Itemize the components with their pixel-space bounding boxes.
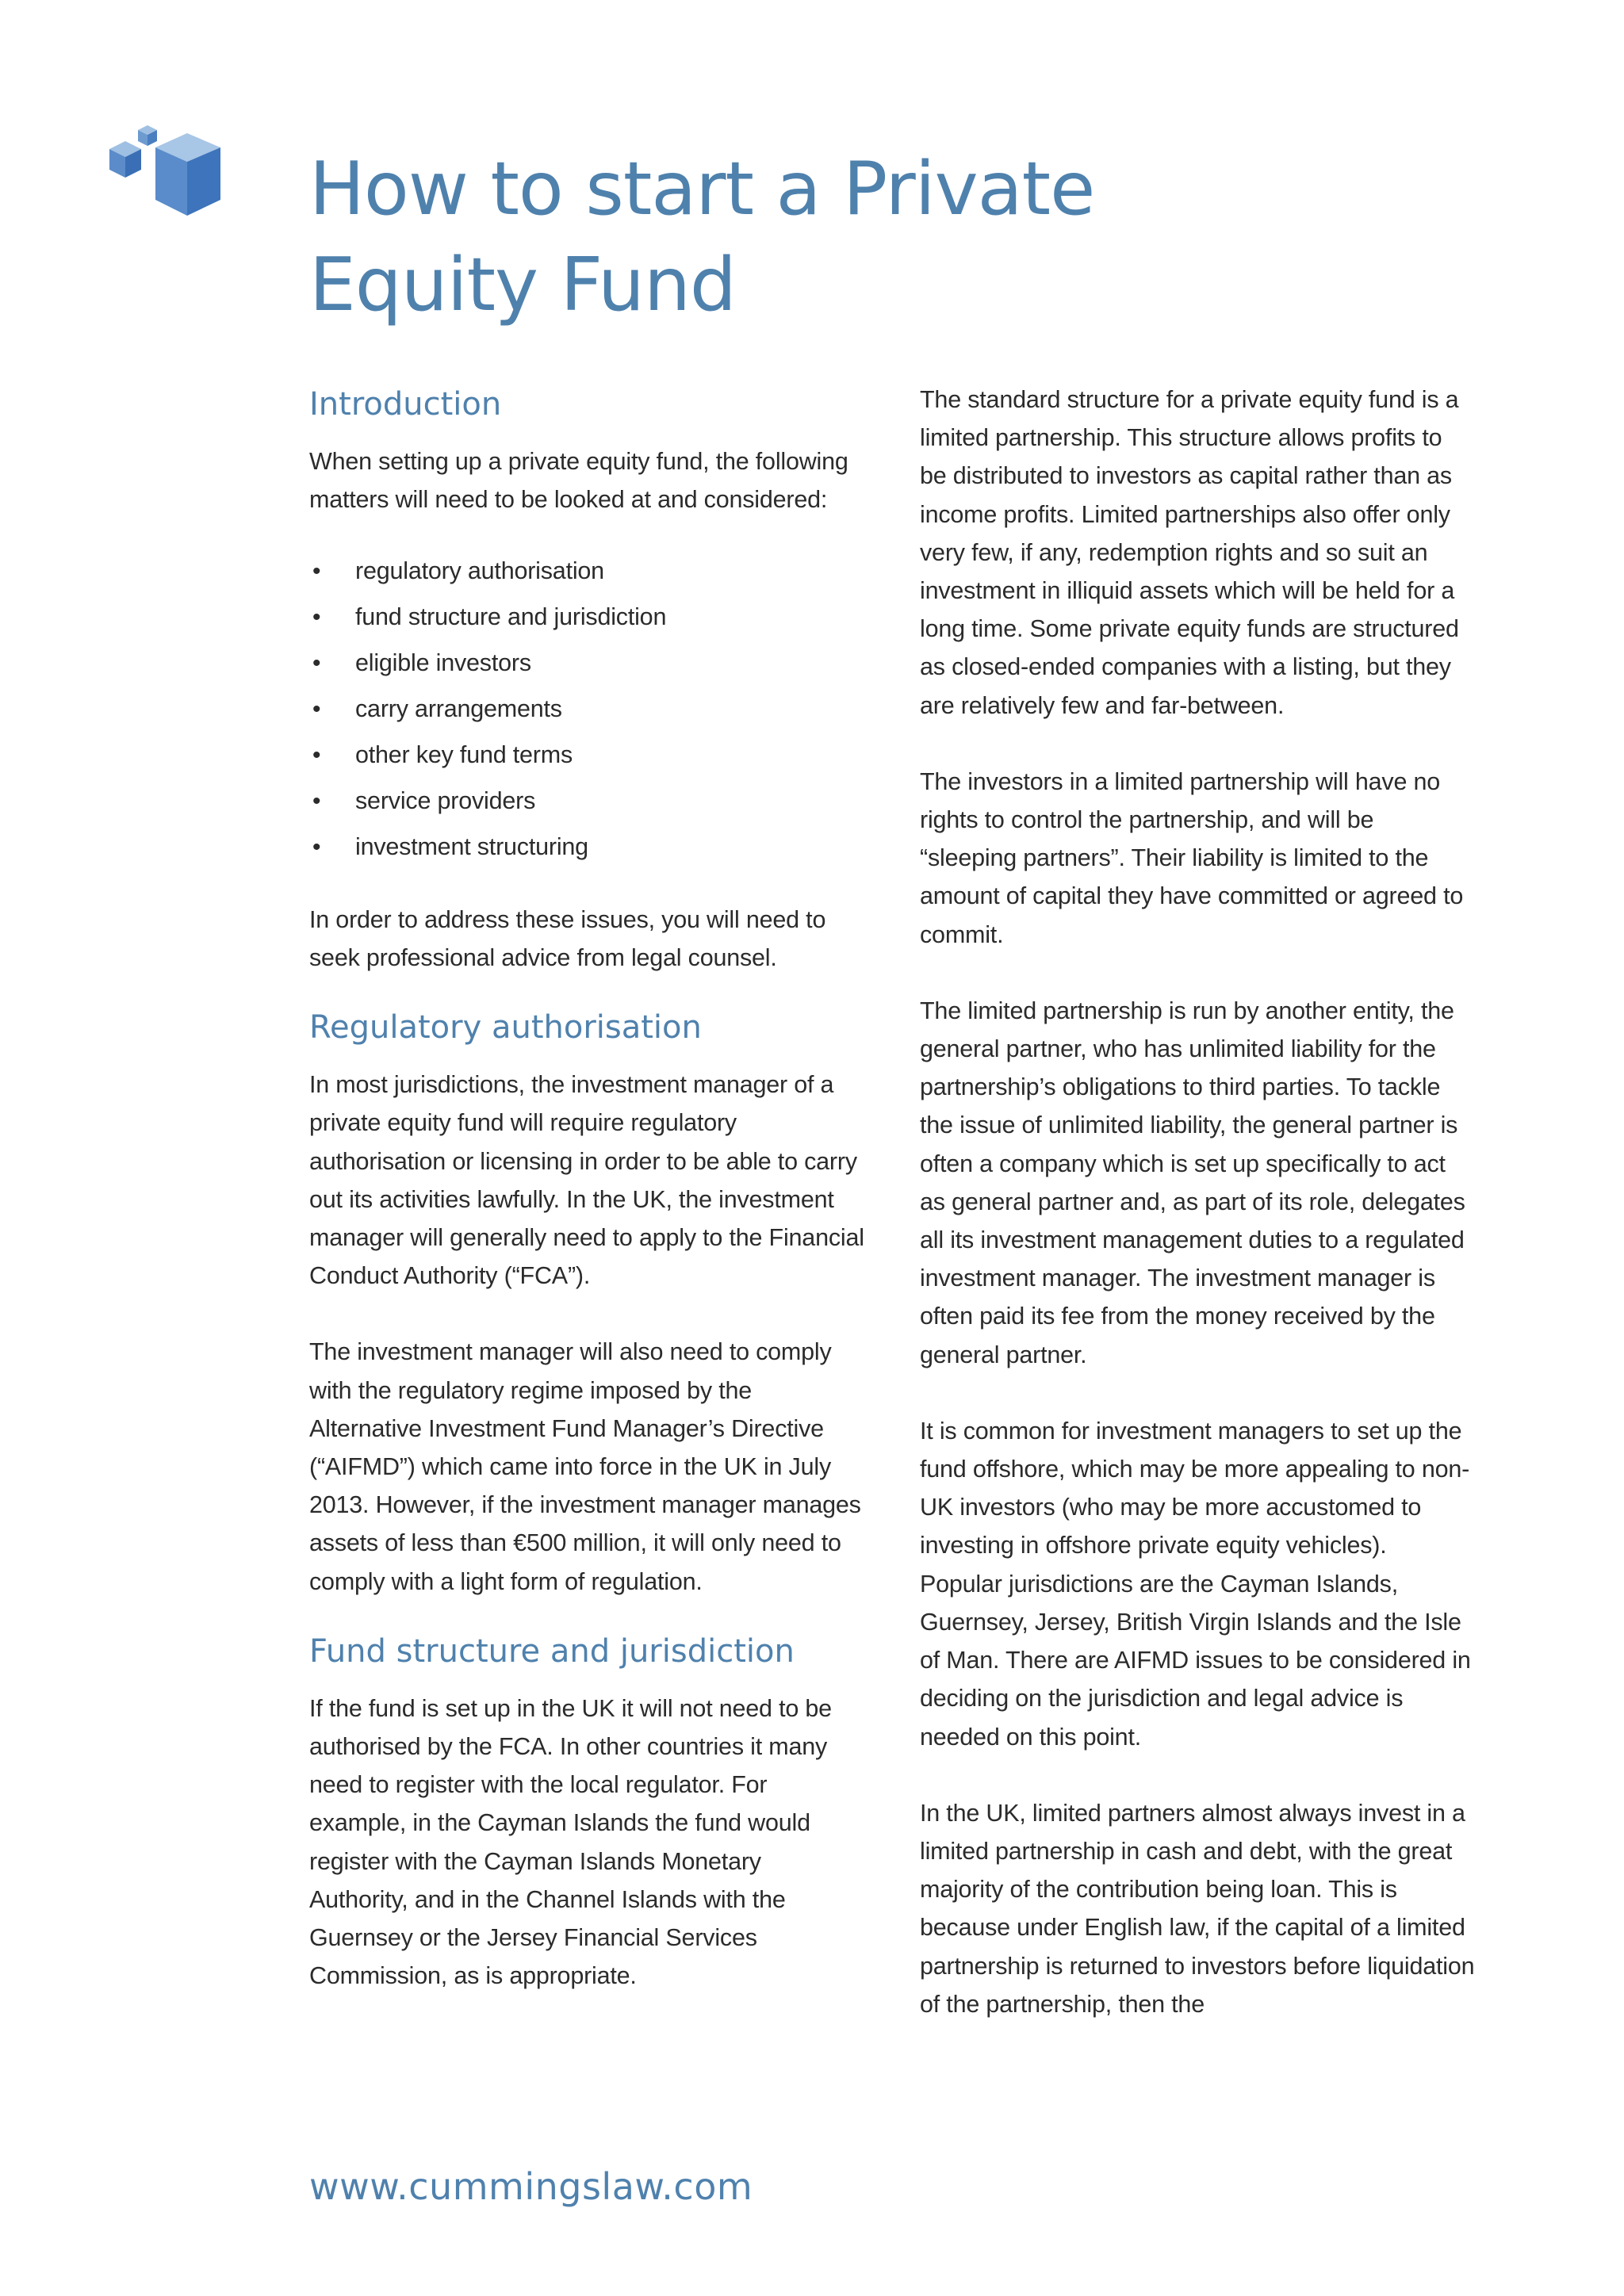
page-title bbox=[309, 141, 1261, 333]
list-item: • fund structure and jurisdiction bbox=[312, 603, 667, 631]
regulatory-paragraph-1: In most jurisdictions, the investment manager of a private equity fund will require regulatory authorisation or licensing in order to be able to carry out its activities lawfully. In the UK, the investment manager will generally need to apply to the Financial Conduct Authority (“FCA”). bbox=[309, 1071, 864, 1290]
list-item: • investment structuring bbox=[312, 832, 588, 860]
list-item: • service providers bbox=[312, 786, 536, 814]
title-line-2: Equity Fund bbox=[309, 242, 736, 327]
cubes-logo-icon bbox=[108, 122, 225, 219]
introduction-paragraph: When setting up a private equity fund, the following matters will need to be looked at and considered: bbox=[309, 448, 848, 514]
right-column bbox=[920, 381, 1475, 2023]
list-item: • other key fund terms bbox=[312, 741, 573, 769]
fund-structure-heading: Fund structure and jurisdiction bbox=[309, 1632, 795, 1670]
regulatory-paragraph-2: The investment manager will also need to comply with the regulatory regime imposed by the Alternative Investment Fund Manager’s Directive (“AIFMD”) which came into force in the UK in July 2013. However, if the investment manager manages assets of less than €500 million, it will only need to comply with a light form of regulation. bbox=[309, 1338, 861, 1595]
considerations-list bbox=[309, 549, 864, 870]
structure-paragraph-3: The limited partnership is run by another entity, the general partner, who has unlimited liability for the partnership’s obligations to third parties. To tackle the issue of unlimited liability, the general partner is often a company which is set up specifically to act as general partner and, as part of its role, delegates all its investment management duties to a regulated investment manager. The investment manager is often paid its fee from the money received by the general partner. bbox=[920, 997, 1465, 1368]
list-item: • eligible investors bbox=[312, 649, 531, 677]
regulatory-authorisation-heading: Regulatory authorisation bbox=[309, 1009, 702, 1047]
left-column bbox=[309, 373, 864, 1995]
website-link[interactable]: www.cummingslaw.com bbox=[309, 2165, 753, 2208]
structure-paragraph-1: The standard structure for a private equity fund is a limited partnership. This structure allows profits to be distributed to investors as capital rather than as income profits. Limited partnerships also offer only very few, if any, redemption rights and so suit an investment in illiquid assets which will be held for a long time. Some private equity funds are structured as closed-ended companies with a listing, but they are relatively few and far-between. bbox=[920, 386, 1459, 719]
structure-paragraph-5: In the UK, limited partners almost always invest in a limited partnership in cash and debt, with the great majority of the contribution being loan. This is because under English law, if the capital of a limited partnership is returned to investors before liquidation of the partnership, then the bbox=[920, 1799, 1475, 2018]
structure-paragraph-4: It is common for investment managers to set up the fund offshore, which may be more appealing to non-UK investors (who may be more accustomed to investing in offshore private equity vehicles). Popular jurisdictions are the Cayman Islands, Guernsey, Jersey, British Virgin Islands and the Isle of Man. There are AIFMD issues to be considered in deciding on the jurisdiction and legal advice is needed on this point. bbox=[920, 1417, 1471, 1751]
list-item: • carry arrangements bbox=[312, 695, 562, 723]
fund-structure-paragraph: If the fund is set up in the UK it will not need to be authorised by the FCA. In other countries it many need to register with the local regulator. For example, in the Cayman Islands the fund would register with the Cayman Islands Monetary Authority, and in the Channel Islands with the Guernsey or the Jersey Financial Services Commission, as is appropriate. bbox=[309, 1694, 832, 1990]
structure-paragraph-2: The investors in a limited partnership will have no rights to control the partnership, and will be “sleeping partners”. Their liability is limited to the amount of capital they have committed or agreed to commit. bbox=[920, 767, 1464, 948]
list-item: • regulatory authorisation bbox=[312, 557, 604, 585]
title-line-1: How to start a Private bbox=[309, 146, 1095, 232]
introduction-heading: Introduction bbox=[309, 386, 502, 423]
introduction-closing-paragraph: In order to address these issues, you will need to seek professional advice from legal counsel. bbox=[309, 905, 826, 971]
